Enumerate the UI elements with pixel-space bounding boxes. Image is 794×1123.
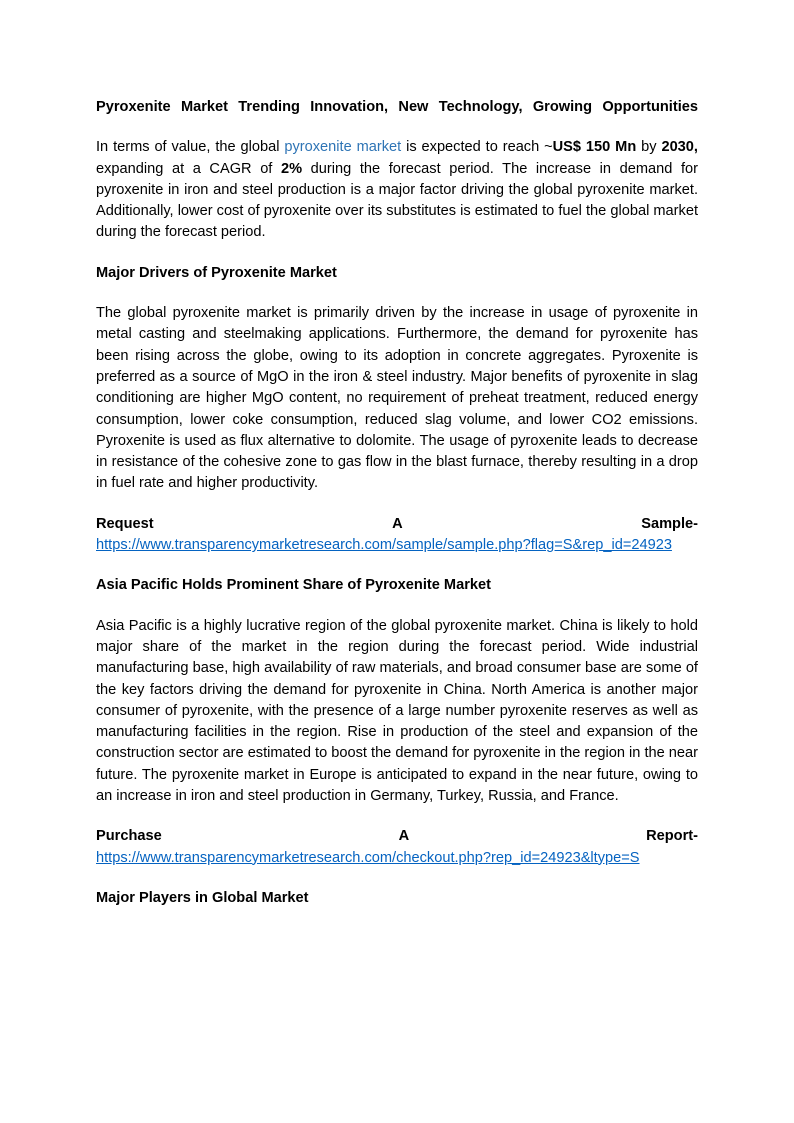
request-sample-block [96, 514, 698, 557]
a-word: A [392, 515, 403, 532]
forecast-year: 2030, [661, 139, 698, 156]
purchase-word: Purchase [96, 828, 162, 845]
sample-word: Sample- [641, 515, 698, 532]
intro-text-3: by [636, 139, 662, 156]
intro-text-2: is expected to reach ~ [401, 139, 553, 156]
asia-heading: Asia Pacific Holds Prominent Share of Pyroxenite Market [96, 577, 491, 594]
page-title: Pyroxenite Market Trending Innovation, New Technology, Growing Opportunities [96, 99, 698, 115]
document-page [96, 97, 698, 928]
report-word: Report- [646, 828, 698, 845]
players-heading: Major Players in Global Market [96, 889, 309, 906]
request-sample-label [96, 514, 698, 535]
drivers-heading: Major Drivers of Pyroxenite Market [96, 264, 337, 281]
purchase-report-label [96, 826, 698, 847]
market-value: US$ 150 Mn [552, 139, 637, 156]
request-word: Request [96, 515, 154, 532]
intro-text-5: during the forecast period. The increase in demand for pyroxenite in iron and steel production is a major factor driving the global pyroxenite market. Additionally, lower cost of pyroxenite over its substitutes is estimated to fuel the global market during the forecast period. [96, 160, 698, 241]
pyroxenite-market-link[interactable]: pyroxenite market [284, 139, 402, 156]
a-word: A [398, 828, 410, 845]
cagr-value: 2% [280, 160, 303, 177]
intro-text-4: expanding at a CAGR of [96, 160, 281, 177]
purchase-url-link[interactable]: https://www.transparencymarketresearch.com/checkout.php?rep_id=24923&ltype=S [96, 849, 640, 866]
drivers-paragraph: The global pyroxenite market is primarily driven by the increase in usage of pyroxenite in metal casting and steelmaking applications. Furthermore, the demand for pyroxenite has been rising across the globe, owing to its adoption in concrete aggregates. Pyroxenite is preferred as a source of MgO in the iron & steel industry. Major benefits of pyroxenite in slag conditioning are higher MgO content, no requirement of preheat treatment, reduced energy consumption, lower coke consumption, reduced slag volume, and lower CO2 emissions. Pyroxenite is used as flux alternative to dolomite. The usage of pyroxenite leads to decrease in resistance of the cohesive zone to gas flow in the blast furnace, thereby resulting in a drop in fuel rate and higher productivity. [96, 305, 698, 492]
intro-paragraph [96, 137, 698, 243]
sample-url-link[interactable]: https://www.transparencymarketresearch.com/sample/sample.php?flag=S&rep_id=24923 [96, 537, 672, 554]
intro-text-1: In terms of value, the global [96, 139, 285, 156]
purchase-report-block [96, 826, 698, 869]
asia-paragraph: Asia Pacific is a highly lucrative region of the global pyroxenite market. China is likely to hold major share of the market in the region during the forecast period. Wide industrial manufacturing base, high availability of raw materials, and broad consumer base are some of the key factors driving the demand for pyroxenite in China. North America is another major consumer of pyroxenite, with the presence of a large number pyroxenite reserves as well as manufacturing facilities in the region. Rise in production of the steel and expansion of the construction sector are estimated to boost the demand for pyroxenite in the region in the near future. The pyroxenite market in Europe is anticipated to expand in the near future, owing to an increase in iron and steel production in Germany, Turkey, Russia, and France. [96, 617, 698, 805]
